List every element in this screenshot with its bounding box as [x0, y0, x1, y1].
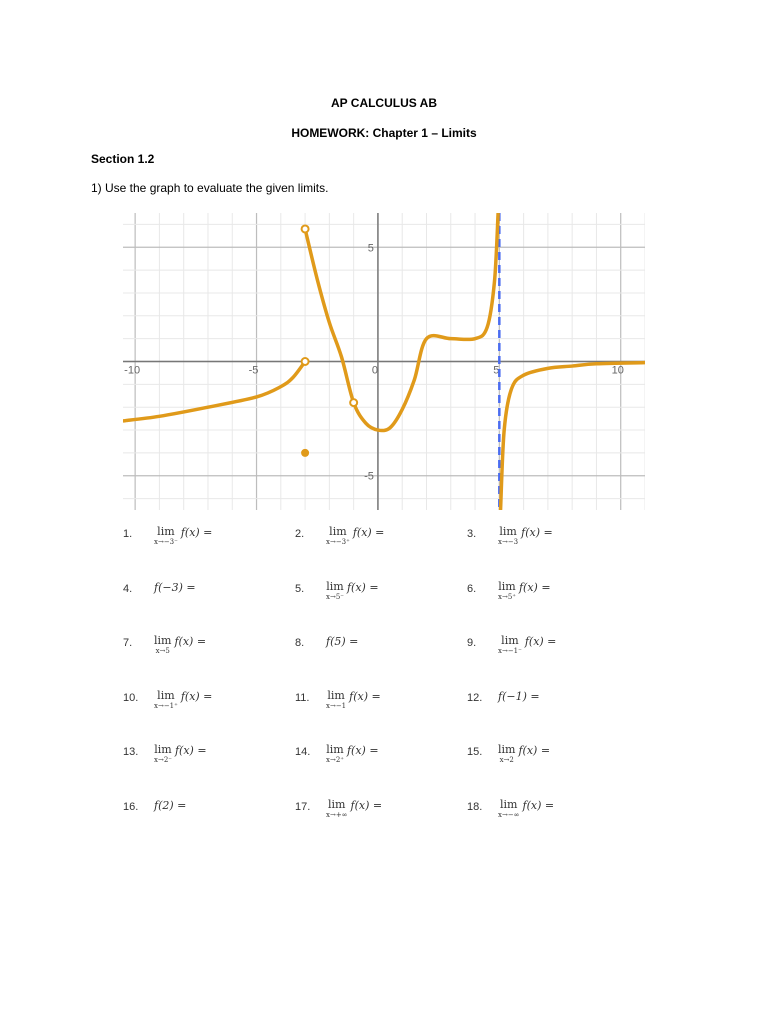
function-expression: f(2) = — [154, 798, 187, 812]
problem-expression — [326, 526, 384, 546]
function-expression: f(x) = — [524, 635, 557, 648]
problem-expression — [154, 635, 206, 655]
limit-operator — [498, 799, 520, 819]
limit-operator — [154, 526, 178, 546]
function-expression: f(−1) = — [498, 689, 540, 703]
problem-number: 9. — [467, 637, 477, 649]
problem-expression — [154, 744, 207, 764]
limit-operator — [498, 744, 515, 764]
limit-operator — [326, 744, 344, 764]
problem-expression — [498, 526, 553, 546]
problem-expression — [498, 690, 540, 703]
problem-expression — [326, 581, 379, 601]
problem-number: 15. — [467, 746, 483, 758]
limit-operator — [326, 526, 350, 546]
function-expression: f(x) = — [174, 744, 207, 757]
function-expression: f(x) = — [518, 580, 551, 594]
function-expression: f(x) = — [174, 635, 207, 648]
problem-number: 2. — [295, 528, 305, 540]
open-point — [302, 225, 309, 232]
problem-expression — [498, 799, 554, 819]
function-expression: f(x) = — [350, 798, 383, 812]
function-expression: f(x) = — [352, 526, 385, 539]
limit-subscript: x→2 — [499, 756, 514, 764]
limit-operator — [498, 526, 518, 546]
function-expression: f(x) = — [521, 526, 553, 539]
problem-number: 5. — [295, 582, 305, 595]
limit-subscript: x→2⁺ — [326, 756, 344, 764]
lim-word: lim — [154, 743, 172, 756]
instruction-text: 1) Use the graph to evaluate the given limits. — [91, 181, 329, 195]
lim-word: lim — [157, 688, 175, 702]
x-tick-label: -5 — [248, 364, 259, 377]
y-tick-label: 5 — [367, 242, 374, 255]
limit-subscript: x→−1⁺ — [154, 701, 178, 710]
problem-expression — [154, 690, 212, 710]
lim-word: lim — [499, 525, 517, 538]
problem-expression — [326, 799, 382, 819]
problem-number: 16. — [123, 800, 139, 813]
limit-subscript: x→−∞ — [498, 810, 520, 819]
problem-number: 3. — [467, 528, 477, 540]
limit-subscript: x→−1 — [326, 701, 347, 710]
lim-word: lim — [498, 743, 516, 756]
homework-title: HOMEWORK: Chapter 1 – Limits — [291, 126, 477, 140]
limit-subscript: x→5 — [155, 647, 170, 655]
limit-subscript: x→5⁺ — [498, 592, 516, 601]
function-expression: f(5) = — [326, 635, 359, 648]
limit-operator — [154, 744, 172, 764]
problem-number: 13. — [123, 746, 139, 758]
open-point — [350, 399, 357, 406]
function-graph — [123, 213, 645, 510]
x-tick-label: 5 — [493, 364, 500, 377]
lim-word: lim — [329, 525, 347, 538]
course-title: AP CALCULUS AB — [330, 96, 437, 110]
problem-expression — [326, 690, 381, 710]
problem-expression — [154, 581, 196, 594]
y-tick-label: -5 — [364, 470, 374, 483]
limit-operator — [326, 690, 346, 710]
function-curve — [305, 213, 498, 431]
x-tick-label: 10 — [611, 364, 624, 377]
lim-word: lim — [501, 634, 519, 647]
lim-word: lim — [327, 688, 345, 702]
problem-expression — [154, 526, 212, 546]
problem-expression — [326, 635, 358, 648]
problem-number: 18. — [467, 800, 483, 813]
lim-word: lim — [154, 634, 172, 647]
function-curve — [123, 362, 305, 421]
function-expression: f(x) = — [346, 744, 379, 757]
open-point — [302, 358, 309, 365]
lim-word: lim — [326, 743, 344, 756]
problem-number: 10. — [123, 691, 139, 704]
limit-subscript: x→2⁻ — [154, 756, 172, 764]
lim-word: lim — [498, 579, 516, 593]
limit-operator — [154, 690, 178, 710]
lim-word: lim — [157, 525, 175, 538]
problem-expression — [326, 744, 379, 764]
function-expression: f(x) = — [349, 689, 381, 703]
limit-operator — [326, 581, 344, 601]
function-expression: f(−3) = — [154, 580, 196, 594]
limit-operator — [498, 581, 516, 601]
section-heading: Section 1.2 — [91, 152, 155, 166]
problem-number: 6. — [467, 582, 477, 595]
x-tick-label: -10 — [124, 364, 141, 377]
problem-number: 17. — [295, 800, 311, 813]
problem-number: 8. — [295, 637, 305, 649]
x-tick-label: 0 — [371, 364, 378, 377]
problem-number: 7. — [123, 637, 133, 649]
problem-number: 14. — [295, 746, 311, 758]
limit-operator — [326, 799, 348, 819]
function-expression: f(x) = — [346, 580, 379, 594]
limit-operator — [154, 635, 171, 655]
problem-expression — [154, 799, 186, 812]
limit-subscript: x→−3⁺ — [326, 538, 350, 546]
problem-number: 11. — [295, 691, 310, 704]
problem-number: 4. — [123, 582, 133, 595]
limit-subscript: x→5⁻ — [326, 592, 344, 601]
problem-expression — [498, 581, 551, 601]
function-expression: f(x) = — [180, 689, 213, 703]
closed-point — [301, 449, 309, 457]
function-expression: f(x) = — [180, 526, 213, 539]
problem-number: 1. — [123, 528, 133, 540]
lim-word: lim — [328, 797, 346, 811]
limit-subscript: x→−3 — [498, 538, 519, 546]
problem-number: 12. — [467, 691, 483, 704]
function-expression: f(x) = — [522, 798, 555, 812]
limit-subscript: x→−3⁻ — [154, 538, 178, 546]
function-expression: f(x) = — [518, 744, 551, 757]
problem-expression — [498, 635, 556, 655]
limit-operator — [498, 635, 522, 655]
problem-expression — [498, 744, 550, 764]
lim-word: lim — [500, 797, 518, 811]
limit-subscript: x→+∞ — [326, 810, 348, 819]
limit-subscript: x→−1⁻ — [498, 647, 522, 655]
lim-word: lim — [326, 579, 344, 593]
